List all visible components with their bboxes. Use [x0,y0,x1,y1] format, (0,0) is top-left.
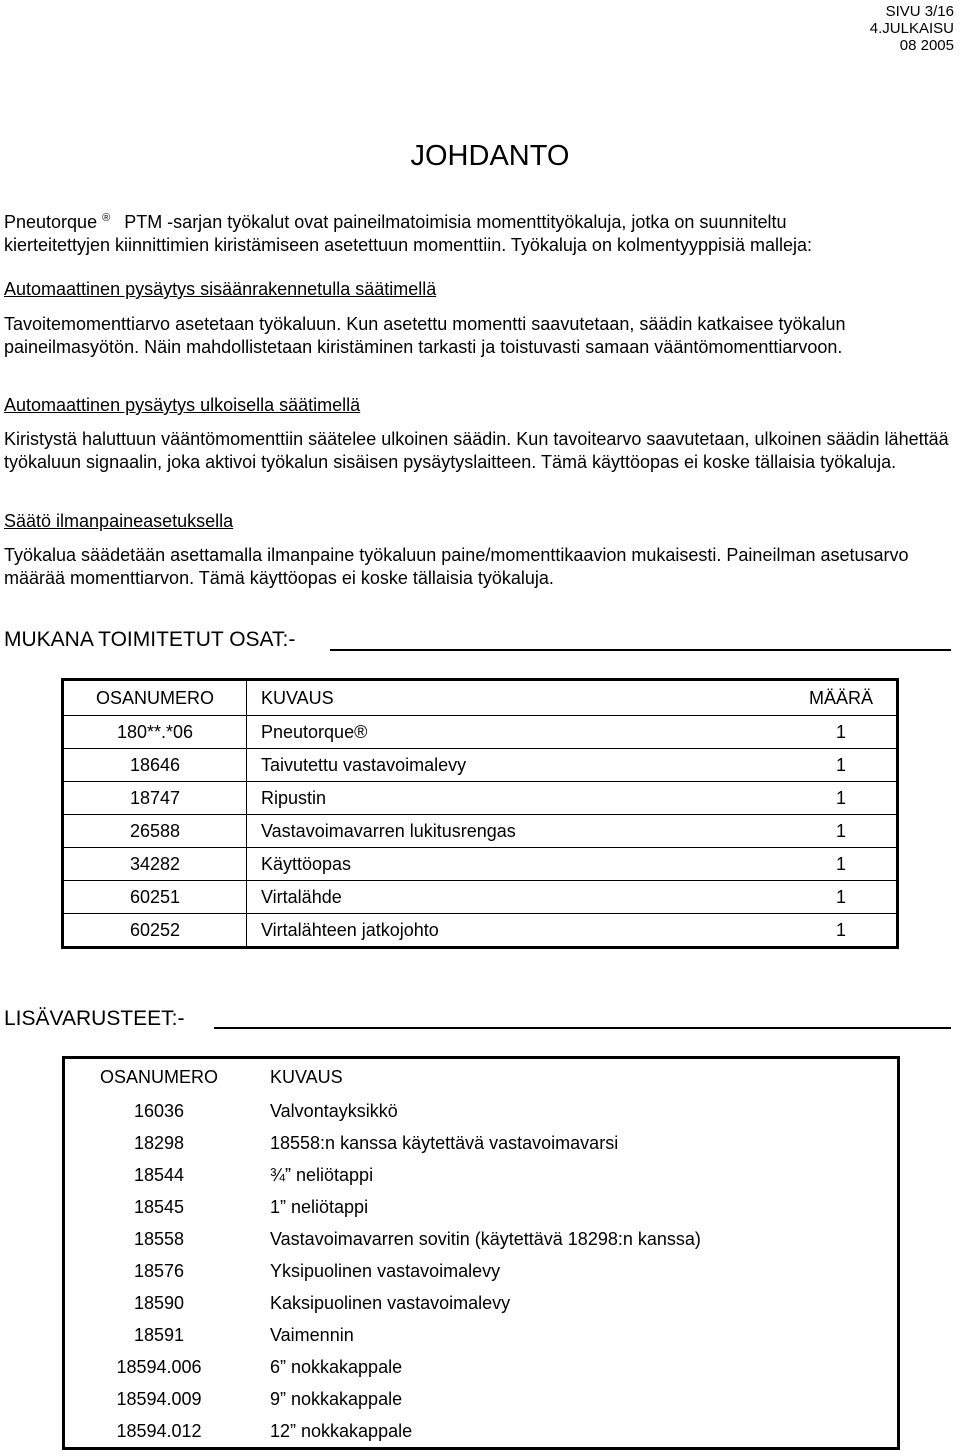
column-header-quantity: MÄÄRÄ [808,687,873,708]
section-body-internal-controller: Tavoitemomenttiarvo asetetaan työkaluun. Kun asetettu momentti saavutetaan, säädin katkaisee työkalun paineilmasyötön. Näin mahdollistetaan kiristäminen tarkasti ja toistuvasti samaan vääntömomenttiarvoon. [4,314,846,357]
column-header-code: OSANUMERO [99,1066,218,1087]
part-code: 180**.*06 [63,716,247,749]
table-row [63,848,898,881]
part-quantity: 1 [786,749,898,782]
accessory-code: 18558 [133,1228,185,1249]
accessory-description: ¾” neliötappi [270,1164,374,1185]
accessory-code: 16036 [133,1100,185,1121]
section-body-external-controller: Kiristystä haluttuun vääntömomenttiin säätelee ulkoinen säädin. Kun tavoitearvo saavutetaan, ulkoinen säädin lähettää työkaluun signaalin, joka aktivoi työkalun sisäisen pysäytyslaitteen. Tämä käyttöopas ei koske tällaisia työkaluja. [4,429,949,472]
part-description: Käyttöopas [247,848,787,881]
table-row [63,914,898,948]
column-header-code: OSANUMERO [63,680,247,716]
table-row [64,1255,899,1287]
accessory-description: 18558:n kanssa käytettävä vastavoimavarsi [270,1132,619,1153]
intro-paragraph [4,207,954,257]
table-row [64,1287,899,1319]
section-heading-external-controller: Automaattinen pysäytys ulkoisella säätimellä [4,395,361,415]
edition-date: 08 2005 [899,37,954,54]
supplied-parts-rule [330,649,951,651]
accessory-description: Kaksipuolinen vastavoimalevy [270,1292,511,1313]
accessory-description: Vaimennin [270,1324,354,1345]
table-row [63,749,898,782]
accessory-code: 18594.009 [116,1388,202,1409]
accessory-description: 6” nokkakappale [270,1356,403,1377]
part-code: 60252 [63,914,247,948]
accessory-code: 18591 [133,1324,185,1345]
accessory-code: 18594.012 [116,1420,202,1441]
page-number: SIVU 3/16 [885,3,954,20]
table-row [64,1095,899,1127]
section-heading-internal-controller: Automaattinen pysäytys sisäänrakennetulla säätimellä [4,279,437,299]
accessory-description: 1” neliötappi [270,1196,369,1217]
supplied-parts-heading: MUKANA TOIMITETUT OSAT:- [4,628,296,651]
table-row [64,1319,899,1351]
accessory-description: Vastavoimavarren sovitin (käytettävä 18298:n kanssa) [270,1228,701,1249]
edition: 4.JULKAISU [869,20,954,37]
registered-mark: ® [102,212,111,224]
column-header-description: KUVAUS [270,1066,343,1087]
table-row [63,716,898,749]
table-row [64,1159,899,1191]
page-header [870,3,954,54]
part-description: Virtalähteen jatkojohto [247,914,787,948]
part-description: Vastavoimavarren lukitusrengas [247,815,787,848]
section-body-air-pressure: Työkalua säädetään asettamalla ilmanpaine työkaluun paine/momenttikaavion mukaisesti. Paineilman asetusarvo määrää momenttiarvon. Tämä käyttöopas ei koske tällaisia työkaluja. [4,545,909,588]
accessory-code: 18545 [133,1196,185,1217]
accessory-description: Yksipuolinen vastavoimalevy [270,1260,501,1281]
supplied-parts-table [61,678,899,949]
part-quantity: 1 [786,914,898,948]
table-row [64,1127,899,1159]
part-quantity: 1 [786,881,898,914]
accessory-code: 18594.006 [116,1356,202,1377]
section-heading-air-pressure: Säätö ilmanpaineasetuksella [4,511,234,531]
brand-name: Pneutorque [4,212,98,232]
accessory-code: 18576 [133,1260,185,1281]
intro-line2: kierteitettyjen kiinnittimien kiristämiseen asetettuun momenttiin. Työkaluja on kolmentyyppisiä malleja: [4,235,813,255]
part-description: Ripustin [247,782,787,815]
part-quantity: 1 [786,848,898,881]
table-row [64,1351,899,1383]
part-quantity: 1 [786,815,898,848]
table-header-row [63,680,898,716]
table-row [63,815,898,848]
accessories-rule [214,1027,951,1029]
table-header-row [64,1058,899,1096]
accessory-description: 12” nokkakappale [270,1420,413,1441]
part-code: 26588 [63,815,247,848]
table-row [64,1223,899,1255]
accessory-code: 18544 [133,1164,185,1185]
part-code: 18646 [63,749,247,782]
page-title: JOHDANTO [410,140,570,172]
accessory-description: Valvontayksikkö [270,1100,398,1121]
part-code: 34282 [63,848,247,881]
table-row [63,881,898,914]
table-row [64,1383,899,1415]
table-row [64,1191,899,1223]
part-quantity: 1 [786,716,898,749]
table-row [63,782,898,815]
accessory-code: 18590 [133,1292,185,1313]
part-description: Pneutorque® [247,716,787,749]
accessories-heading: LISÄVARUSTEET:- [4,1007,185,1030]
intro-line1: PTM -sarjan työkalut ovat paineilmatoimisia momenttityökaluja, jotka on suunniteltu [124,212,787,232]
accessories-table [62,1056,900,1450]
part-description: Virtalähde [247,881,787,914]
part-quantity: 1 [786,782,898,815]
column-header-description: KUVAUS [261,687,334,708]
part-description: Taivutettu vastavoimalevy [247,749,787,782]
accessory-description: 9” nokkakappale [270,1388,403,1409]
accessory-code: 18298 [133,1132,185,1153]
part-code: 60251 [63,881,247,914]
part-code: 18747 [63,782,247,815]
table-row [64,1415,899,1449]
